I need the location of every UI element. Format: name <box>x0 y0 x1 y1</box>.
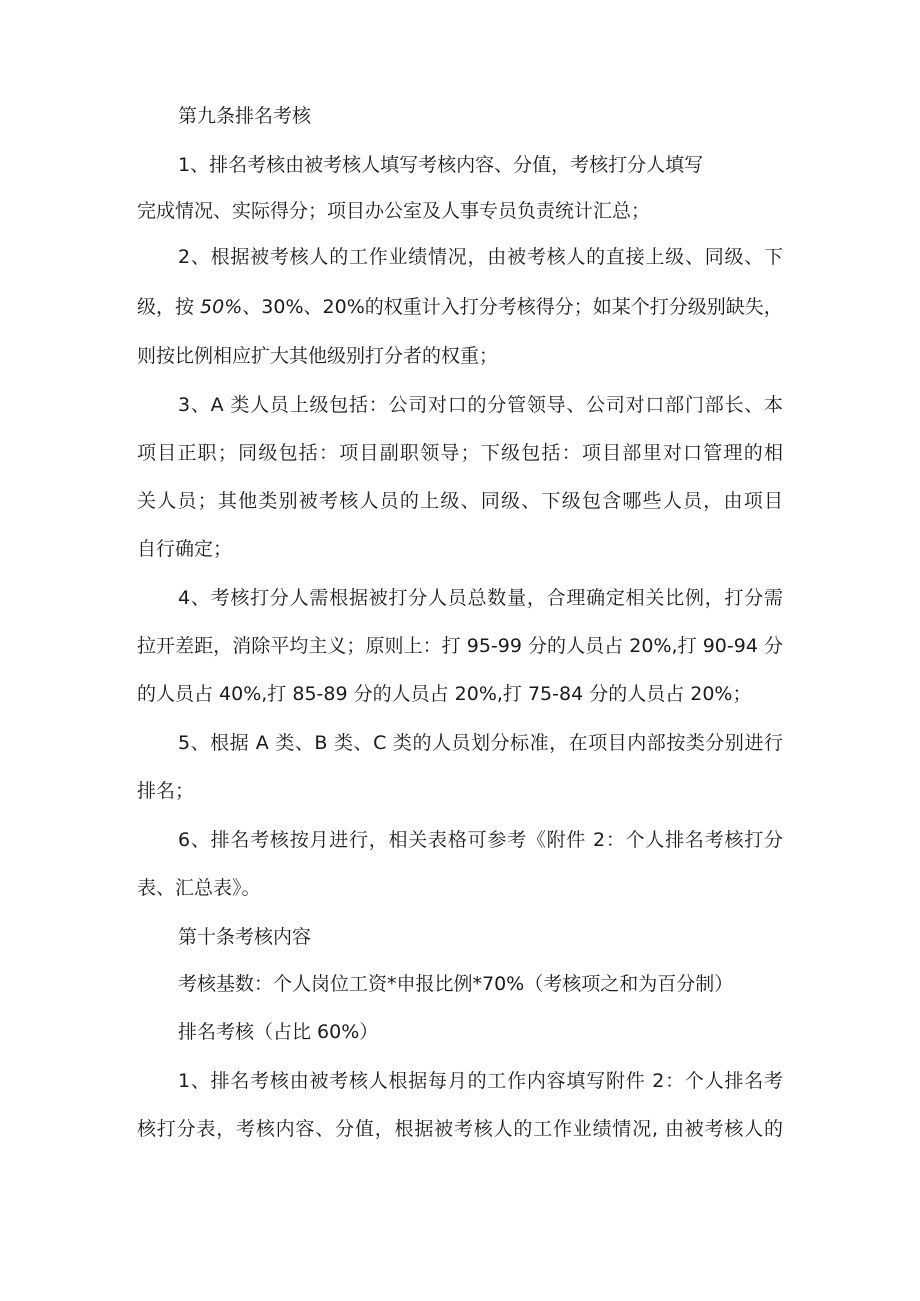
article-9-item-2-line-1: 2、根据被考核人的工作业绩情况，由被考核人的直接上级、同级、下 <box>178 246 783 268</box>
article-10-item-1-line-2: 核打分表，考核内容、分值，根据被考核人的工作业绩情况, 由被考核人的 <box>137 1118 783 1140</box>
article-10-ranking-title: 排名考核（占比 60%） <box>178 1021 379 1043</box>
article-10-item-1-line-1: 1、排名考核由被考核人根据每月的工作内容填写附件 2：个人排名考 <box>178 1070 783 1092</box>
article-10-heading: 第十条考核内容 <box>178 926 312 948</box>
article-9-item-1-line-1: 1、排名考核由被考核人填写考核内容、分值，考核打分人填写 <box>178 154 704 176</box>
article-9-heading: 第九条排名考核 <box>178 105 312 127</box>
article-9-item-2-line-2-pre: 级，按 <box>137 296 201 318</box>
article-9-item-2-line-2-post: 、30%、20%的权重计入打分考核得分；如某个打分级别缺失， <box>242 296 783 318</box>
article-9-item-1-line-2: 完成情况、实际得分；项目办公室及人事专员负责统计汇总； <box>137 200 651 222</box>
article-9-item-4-line-1: 4、考核打分人需根据被打分人员总数量，合理确定相关比例，打分需 <box>178 587 783 609</box>
article-9-item-3-line-3: 关人员；其他类别被考核人员的上级、同级、下级包含哪些人员，由项目 <box>137 490 783 512</box>
article-9-item-2-italic-percent: 50% <box>200 296 243 318</box>
article-9-item-2-line-3: 则按比例相应扩大其他级别打分者的权重； <box>137 345 499 367</box>
article-10-base: 考核基数：个人岗位工资*申报比例*70%（考核项之和为百分制） <box>178 973 734 995</box>
article-9-item-3-line-2: 项目正职；同级包括：项目副职领导；下级包括：项目部里对口管理的相 <box>137 442 783 464</box>
article-9-item-3-line-4: 自行确定； <box>137 538 233 560</box>
article-9-item-5-line-2: 排名； <box>137 780 195 802</box>
article-9-item-3-line-1: 3、A 类人员上级包括：公司对口的分管领导、公司对口部门部长、本 <box>178 394 783 416</box>
article-9-item-4-line-2: 拉开差距，消除平均主义；原则上：打 95-99 分的人员占 20%,打 90-94 分 <box>137 635 783 657</box>
article-9-item-2-line-2 <box>137 295 783 319</box>
article-9-item-4-line-3: 的人员占 40%,打 85-89 分的人员占 20%,打 75-84 分的人员占 20%； <box>137 683 752 705</box>
article-9-item-5-line-1: 5、根据 A 类、B 类、C 类的人员划分标准，在项目内部按类分别进行 <box>178 732 783 754</box>
article-9-item-6-line-1: 6、排名考核按月进行，相关表格可参考《附件 2：个人排名考核打分 <box>178 829 783 851</box>
article-9-item-6-line-2: 表、汇总表》。 <box>137 877 261 899</box>
